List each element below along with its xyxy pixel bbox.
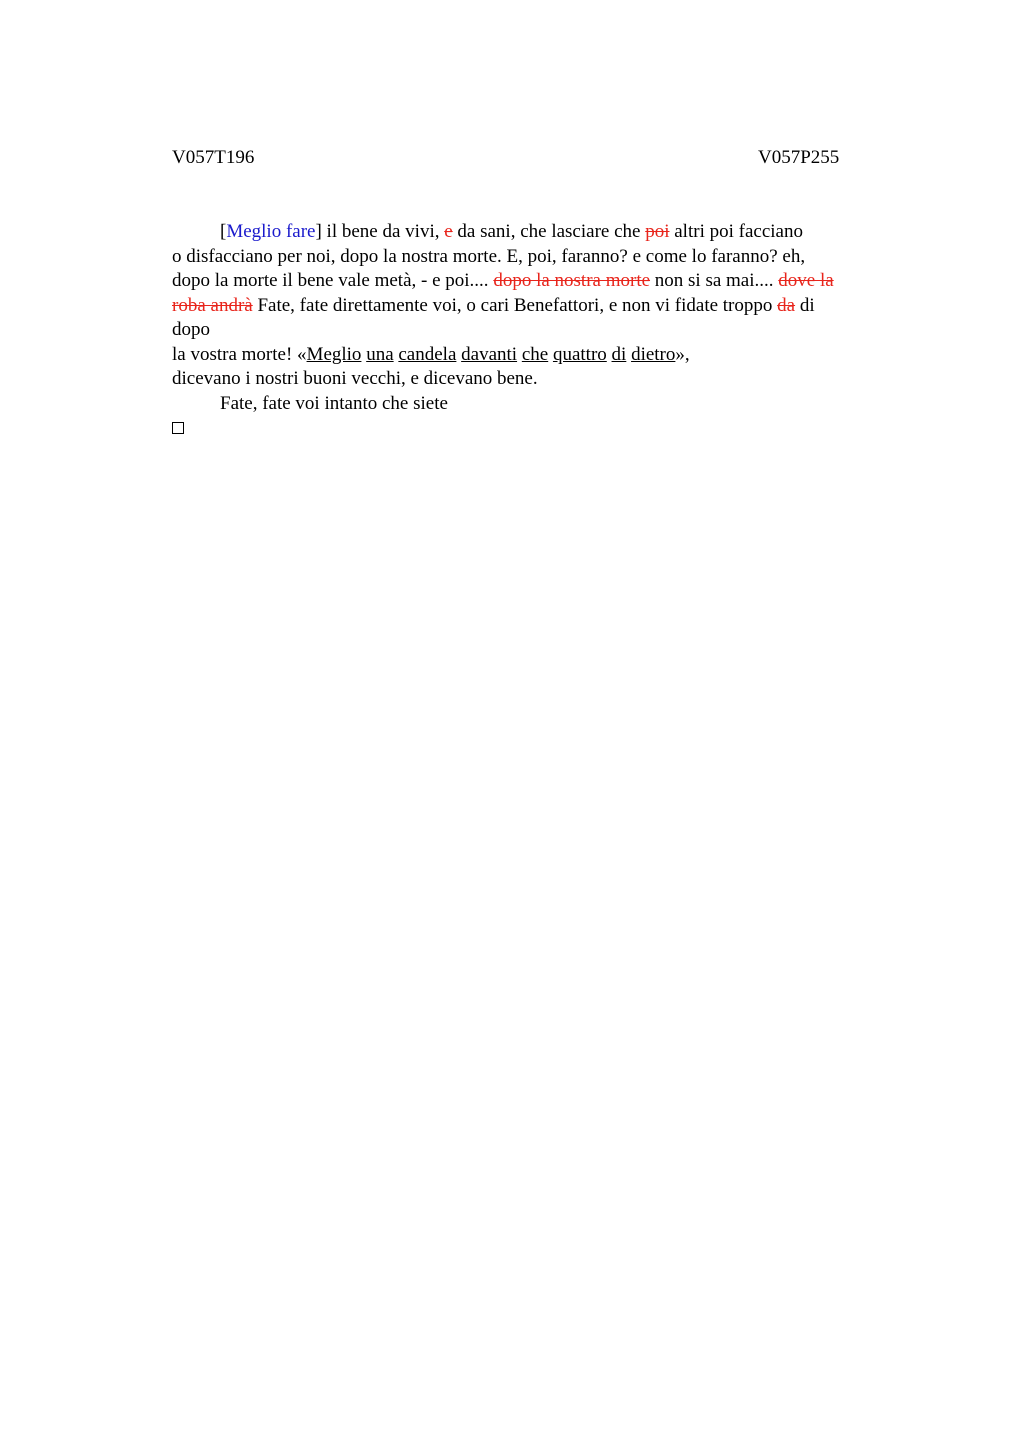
text-line-3	[172, 269, 892, 294]
text-segment: non si sa mai....	[650, 270, 779, 291]
bracket-open: [	[220, 221, 227, 242]
text-line-9	[172, 416, 892, 441]
document-id-right: V057P255	[758, 147, 840, 168]
underlined-word: quattro	[552, 343, 607, 365]
deleted-text: dopo la nostra morte	[493, 270, 651, 291]
underlined-word: una	[366, 343, 394, 365]
document-id-left: V057T196	[172, 147, 255, 168]
text-line-8: Fate, fate voi intanto che siete	[220, 392, 448, 414]
deleted-text: roba andrà	[172, 294, 253, 316]
text-line-4	[172, 294, 892, 319]
checkbox-icon	[172, 422, 184, 434]
text-segment: da sani, che lasciare che	[452, 221, 646, 242]
text-line-2: o disfacciano per noi, dopo la nostra morte. E, poi, faranno? e come lo faranno? eh,	[172, 245, 806, 267]
text-segment: altri poi facciano	[669, 221, 803, 242]
editorial-insertion: Meglio fare	[226, 221, 316, 242]
deleted-text: dove la	[778, 270, 834, 291]
underlined-word: davanti	[461, 343, 518, 365]
underlined-word: che	[521, 343, 549, 365]
text-segment: ] il bene da vivi,	[315, 221, 445, 242]
text-line-1	[172, 220, 892, 245]
text-line-5: dopo	[172, 319, 210, 340]
text-line-6	[172, 343, 892, 368]
deleted-text: poi	[645, 221, 670, 242]
underlined-word: dietro	[631, 343, 676, 365]
text-segment: dopo la morte il bene vale metà, - e poi....	[172, 270, 494, 291]
text-line-7: dicevano i nostri buoni vecchi, e dicevano bene.	[172, 368, 538, 389]
underlined-word: di	[611, 343, 627, 365]
text-segment: Fate, fate direttamente voi, o cari Benefattori, e non vi fidate troppo	[252, 294, 778, 316]
underlined-word: Meglio	[306, 343, 362, 365]
text-segment: »,	[675, 343, 690, 365]
text-segment: la vostra morte! «	[172, 343, 307, 365]
underlined-word: candela	[398, 343, 457, 365]
deleted-text: e	[444, 221, 453, 242]
text-segment: di	[795, 294, 815, 316]
transcription-body	[172, 220, 892, 441]
deleted-text: da	[777, 294, 796, 316]
